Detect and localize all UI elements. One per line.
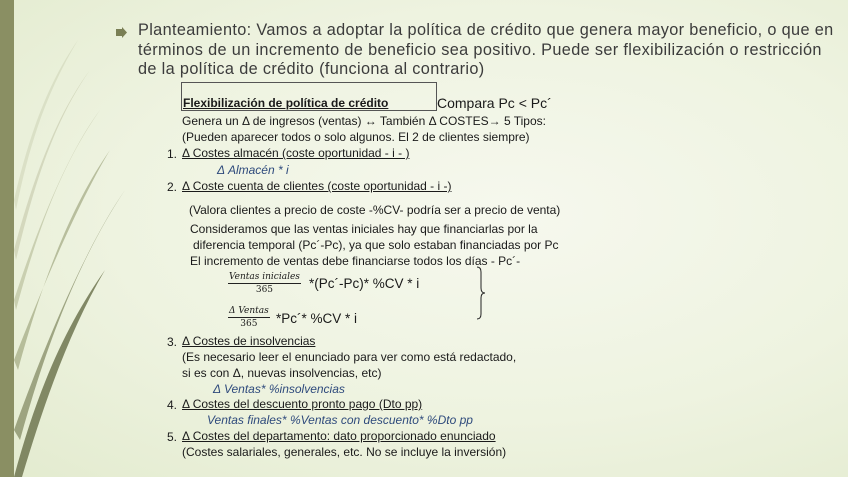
decorative-leaves-graphic [0, 0, 140, 477]
section-line-1: Genera un Δ de ingresos (ventas) ↔ También Δ COSTES→ 5 Tipos: [182, 114, 546, 128]
fraction-numerator: Ventas iniciales [229, 272, 300, 282]
formula-rest: *Pc´* %CV * i [276, 311, 358, 326]
arrow-right-icon [116, 27, 127, 38]
item-formula: Δ Almacén * i [217, 163, 289, 177]
item-formula: Ventas finales* %Ventas con descuento* %Dto pp [207, 413, 473, 427]
item-number: 5. [167, 430, 178, 444]
fraction-ventas-iniciales [228, 272, 301, 295]
item-line: (Costes salariales, generales, etc. No se incluye la inversión) [182, 445, 507, 459]
brace-icon [476, 266, 486, 320]
fraction-denominator: 365 [255, 285, 274, 295]
section-title: Flexibilización de política de crédito [183, 96, 389, 110]
compare-text: Compara Pc < Pc´ [437, 95, 552, 111]
item-title: Δ Costes de insolvencias [182, 334, 316, 348]
item-line: si es con Δ, nuevas insolvencias, etc) [182, 366, 382, 380]
intro-paragraph: Planteamiento: Vamos a adoptar la política de crédito que genera mayor beneficio, o que en términos de un incremento de beneficio sea positivo. Puede ser flexibilización o restricción de la política de crédito (funciona al contrario) [138, 21, 834, 78]
item-formula: Δ Ventas* %insolvencias [213, 382, 345, 396]
fraction-numerator: Δ Ventas [229, 306, 269, 316]
item-line: (Es necesario leer el enunciado para ver como está redactado, [182, 350, 517, 364]
section-line-2: (Pueden aparecer todos o solo algunos. El 2 de clientes siempre) [182, 130, 530, 144]
item-paragraph: Consideramos que las ventas iniciales hay que financiarlas por la [190, 222, 538, 236]
fraction-denominator: 365 [240, 319, 258, 329]
item-title: Δ Costes del departamento: dato proporcionado enunciado [182, 429, 496, 443]
fraction-delta-ventas [228, 306, 270, 329]
item-number: 1. [167, 147, 178, 161]
item-paragraph: diferencia temporal (Pc´-Pc), ya que solo estaban financiadas por Pc [193, 238, 559, 252]
item-title: Δ Costes almacén (coste oportunidad - i - ) [182, 146, 410, 160]
item-note: (Valora clientes a precio de coste -%CV- podría ser a precio de venta) [189, 203, 561, 217]
item-number: 3. [167, 335, 178, 349]
item-paragraph: El incremento de ventas debe financiarse todos los días - Pc´- [190, 254, 521, 268]
formula-rest: *(Pc´-Pc)* %CV * i [309, 276, 420, 291]
item-title: Δ Coste cuenta de clientes (coste oportunidad - i -) [182, 179, 452, 193]
item-number: 4. [167, 398, 178, 412]
item-title: Δ Costes del descuento pronto pago (Dto pp) [182, 397, 423, 411]
item-number: 2. [167, 180, 178, 194]
